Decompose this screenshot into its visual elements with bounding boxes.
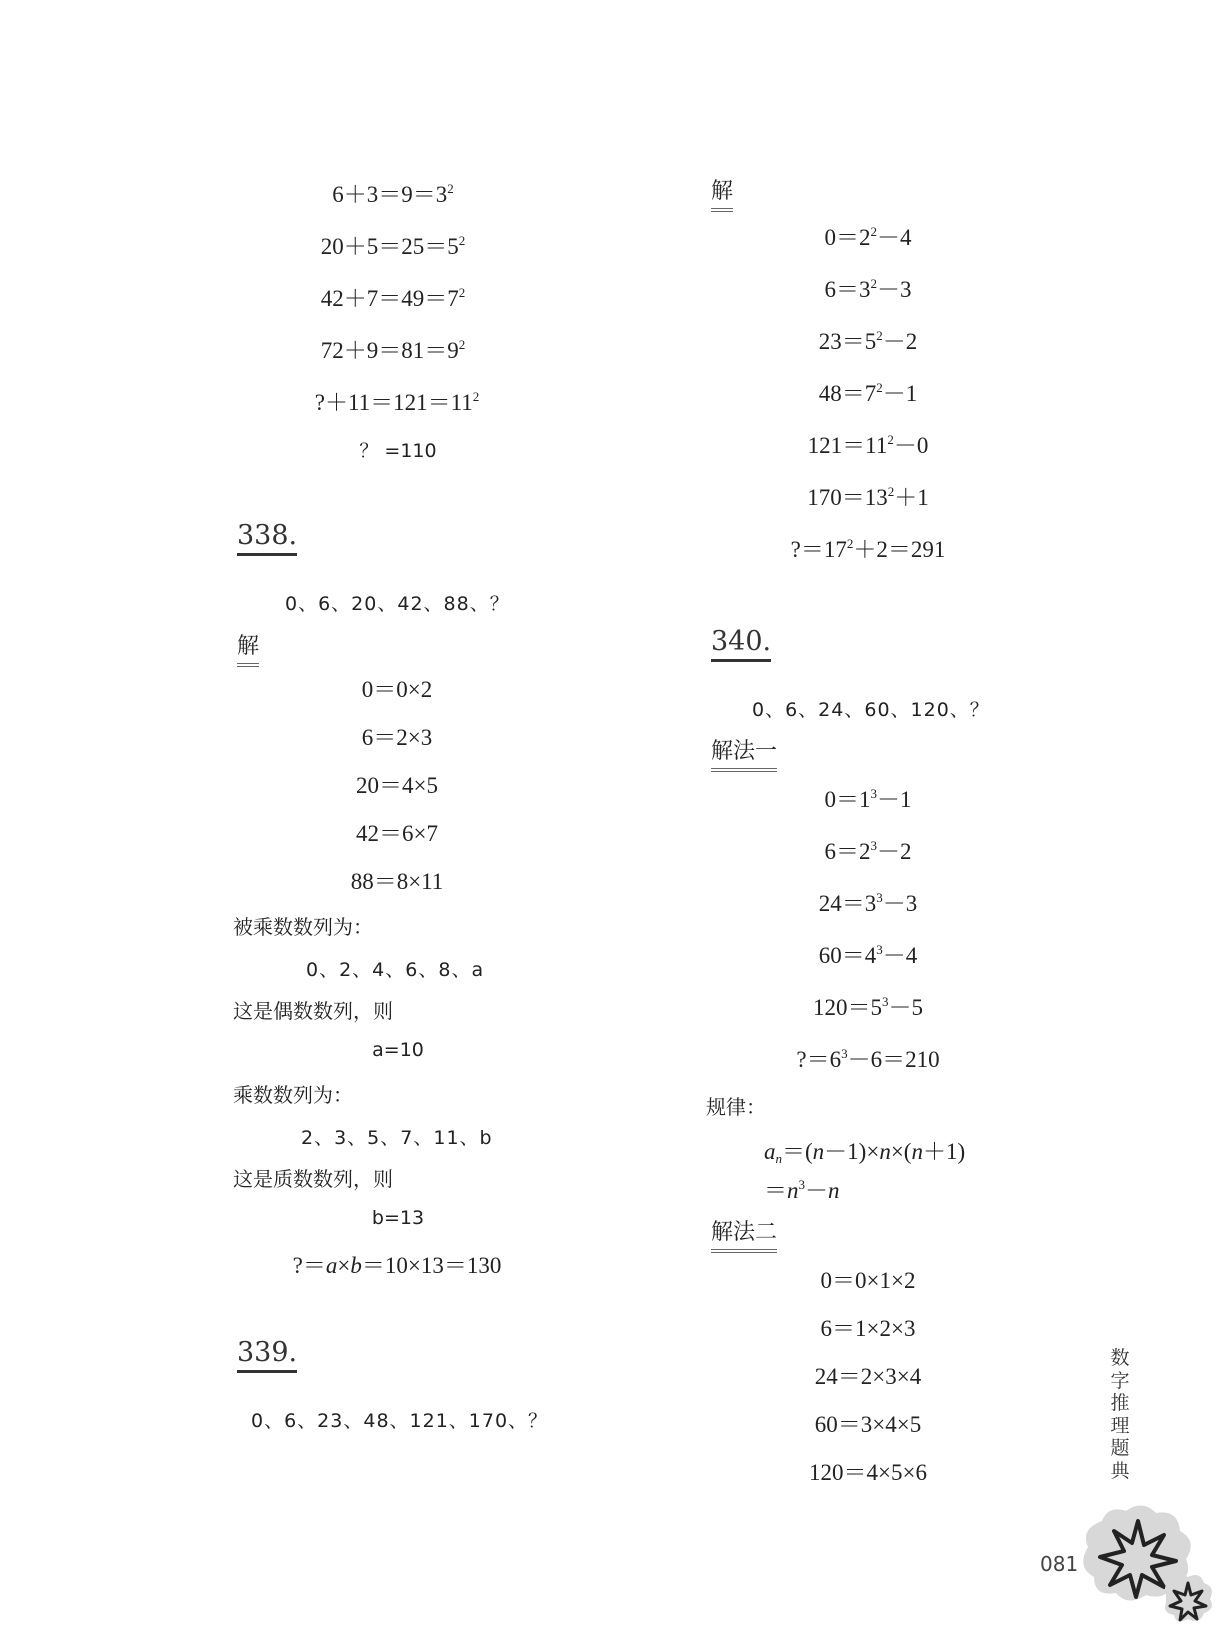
equation-line: 88＝8×11 (350, 869, 444, 894)
final-equation: $?=6^3-6=210$ (796, 1046, 940, 1072)
explanation-text: 乘数数列为： (233, 1083, 353, 1107)
equation-line: $42+7=49=7^2$ (320, 285, 466, 311)
equation-line: $72+9=81=9^2$ (320, 337, 466, 363)
rule-formula: $=n^3-n$ (764, 1177, 840, 1203)
method-label: 解法二 (711, 1215, 777, 1253)
derived-sequence: 0、2、4、6、8、a (306, 959, 485, 981)
equation-line: $60=4^3-4$ (818, 942, 918, 968)
equation-line: 0＝0×1×2 (820, 1268, 916, 1293)
equation-line: 24＝2×3×4 (814, 1364, 922, 1389)
problem-number: 339. (237, 1337, 297, 1373)
equation-line: $24=3^3-3$ (818, 890, 918, 916)
title-char: 字 (1110, 1369, 1130, 1392)
equation-line: $48=7^2-1$ (818, 380, 918, 406)
equation-line: 60＝3×4×5 (814, 1412, 922, 1437)
solution-label: 解 (711, 174, 733, 212)
title-char: 典 (1110, 1459, 1130, 1482)
value-line: a=10 (372, 1039, 424, 1061)
equation-line: $20+5=25=5^2$ (320, 233, 466, 259)
answer-line: ？ =110 (359, 440, 437, 462)
final-equation: ?＝a×b＝10×13＝130 (292, 1253, 502, 1278)
equation-line: 120＝4×5×6 (809, 1460, 927, 1485)
book-title-vertical (1107, 1347, 1133, 1482)
rule-label: 规律： (706, 1095, 766, 1119)
title-char: 数 (1110, 1347, 1130, 1369)
equation-line: $0=2^2-4$ (824, 224, 912, 250)
explanation-text: 被乘数数列为： (233, 915, 373, 939)
equation-line: 42＝6×7 (356, 821, 438, 846)
equation-line: $170=13^2+1$ (807, 484, 929, 510)
starburst-icon (1080, 1505, 1220, 1635)
derived-sequence: 2、3、5、7、11、b (301, 1127, 493, 1149)
equation-line: $6+3=9=3^2$ (332, 181, 454, 207)
equation-line: $0=1^3-1$ (824, 786, 912, 812)
method-label: 解法一 (711, 734, 777, 772)
equation-line: 6＝1×2×3 (820, 1316, 916, 1341)
problem-number: 338. (237, 520, 297, 556)
explanation-text: 这是质数数列，则 (233, 1167, 393, 1191)
title-char: 推 (1110, 1392, 1130, 1414)
value-line: b=13 (371, 1207, 425, 1229)
equation-line: 20＝4×5 (356, 773, 438, 798)
title-char: 理 (1110, 1414, 1130, 1437)
title-char: 题 (1110, 1437, 1130, 1459)
final-equation: $?=17^2+2=291$ (790, 536, 946, 562)
equation-line: $6=3^2-3$ (824, 276, 912, 302)
page-number: 081 (1040, 1552, 1079, 1576)
equation-line: $23=5^2-2$ (818, 328, 918, 354)
problem-sequence: 0、6、24、60、120、？ (752, 699, 990, 721)
rule-formula: $a_n=(n-1)\times n\times(n+1)$ (764, 1139, 966, 1166)
solution-label: 解 (237, 629, 259, 667)
equation-line: $121=11^2-0$ (807, 432, 929, 458)
equation-line: 6＝2×3 (361, 725, 433, 750)
equation-line: $6=2^3-2$ (824, 838, 912, 864)
problem-number: 340. (711, 626, 771, 662)
problem-sequence: 0、6、20、42、88、？ (285, 593, 510, 615)
explanation-text: 这是偶数数列，则 (233, 999, 393, 1023)
starburst-small (1165, 1575, 1212, 1622)
problem-sequence: 0、6、23、48、121、170、？ (251, 1410, 549, 1432)
equation-line: $?+11=121=11^2$ (314, 389, 480, 415)
equation-line: $120=5^3-5$ (813, 994, 923, 1020)
equation-line: 0＝0×2 (361, 677, 433, 702)
